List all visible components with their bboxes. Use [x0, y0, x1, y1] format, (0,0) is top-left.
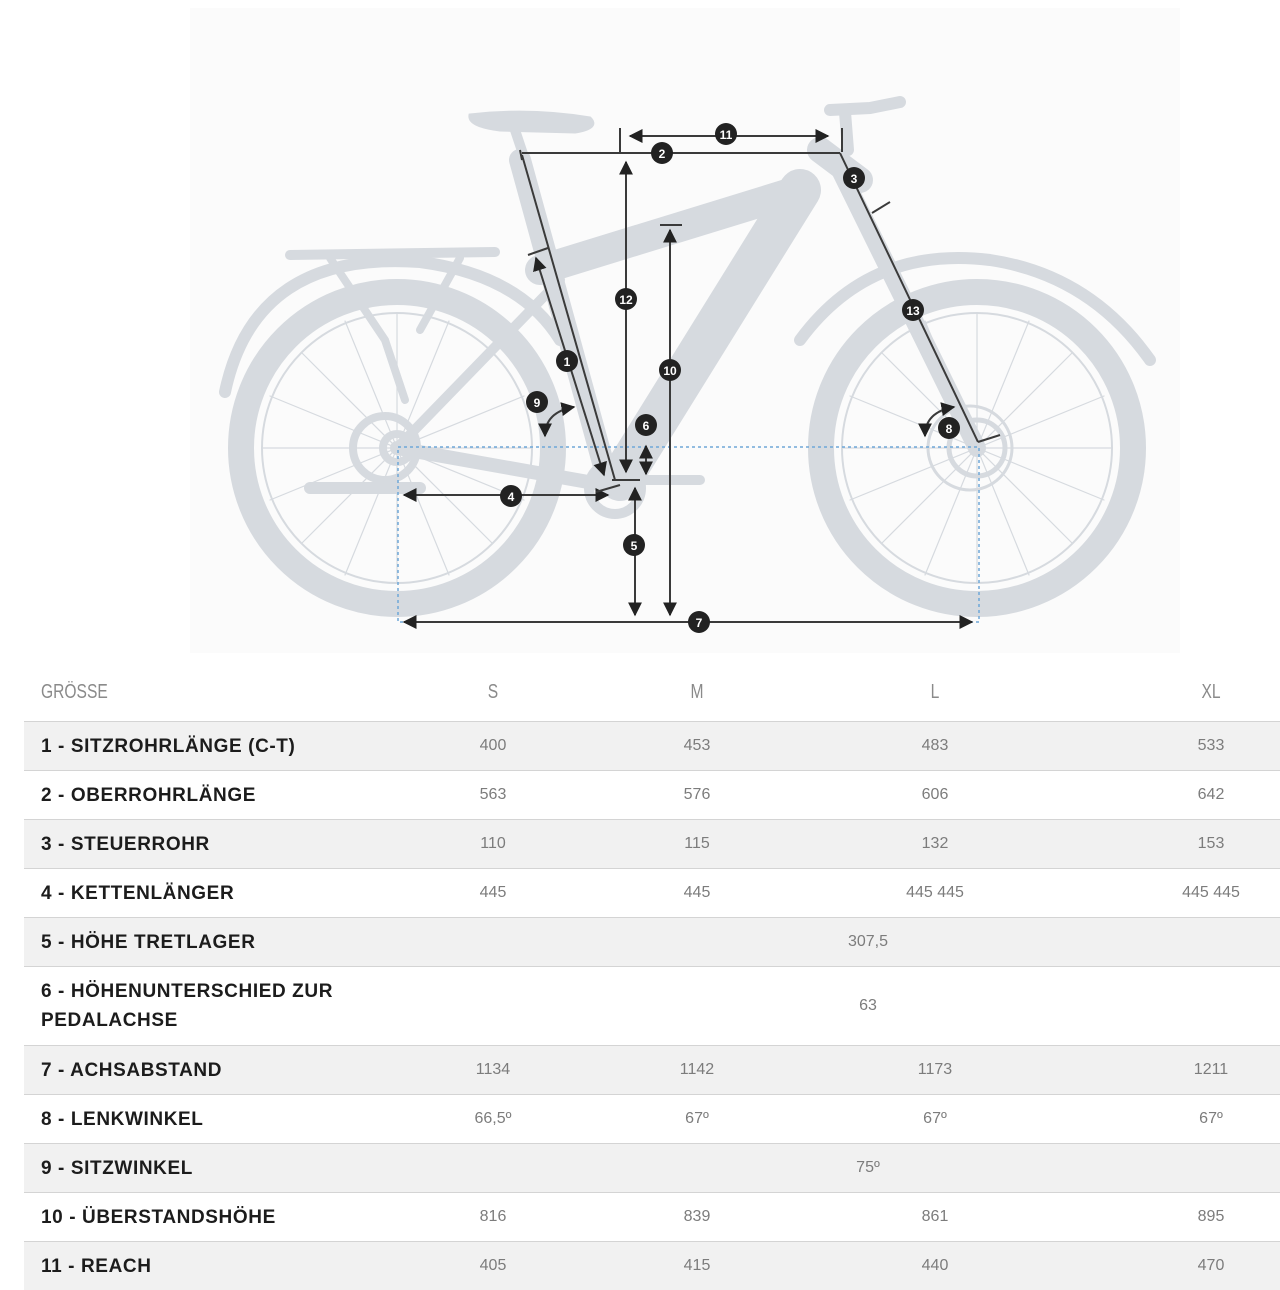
svg-text:5: 5: [630, 539, 638, 553]
value-l: 861: [921, 1208, 949, 1225]
value-s: 405: [479, 1257, 507, 1274]
callout-8: [938, 417, 960, 439]
callout-6: [635, 414, 657, 436]
svg-text:7: 7: [695, 616, 703, 630]
value-l: 1173: [917, 1061, 953, 1078]
value-s: 1134: [475, 1061, 511, 1078]
callout-9: [526, 391, 548, 413]
value-m: 115: [684, 835, 710, 852]
value-s: 400: [479, 737, 507, 754]
value-m: 839: [683, 1208, 711, 1225]
value-l: 606: [921, 786, 949, 803]
value-xl: 153: [1197, 835, 1225, 852]
value-l: 445 445: [906, 884, 964, 901]
svg-text:11: 11: [719, 128, 733, 142]
table-row: [24, 966, 1280, 1045]
svg-text:8: 8: [945, 422, 953, 436]
value-xl: 67º: [1199, 1110, 1223, 1127]
value-m: 67º: [685, 1110, 709, 1127]
value-m: 453: [683, 737, 711, 754]
table-row: [24, 868, 1280, 917]
row-label: 5 - HÖHE TRETLAGER: [41, 931, 256, 953]
value-s: 110: [480, 835, 506, 852]
svg-text:10: 10: [663, 364, 677, 378]
value-s: 66,5º: [474, 1110, 512, 1127]
value-l: 483: [921, 737, 949, 754]
header-size-xl: XL: [1201, 680, 1221, 703]
svg-text:12: 12: [619, 293, 633, 307]
table-header-row: [24, 663, 1280, 721]
header-size-l: L: [930, 680, 940, 703]
value-l: 132: [921, 835, 949, 852]
row-label: 4 - KETTENLÄNGER: [41, 882, 235, 904]
value-s: 445: [479, 884, 507, 901]
value-xl: 470: [1197, 1257, 1225, 1274]
value-s: 563: [479, 786, 507, 803]
row-label: 10 - ÜBERSTANDSHÖHE: [41, 1206, 276, 1228]
table-row: [24, 1143, 1280, 1192]
value-xl: 533: [1197, 737, 1225, 754]
svg-text:4: 4: [507, 490, 515, 504]
row-label: 11 - REACH: [41, 1255, 152, 1277]
svg-text:1: 1: [563, 355, 571, 369]
row-label: 7 - ACHSABSTAND: [41, 1059, 223, 1081]
callout-3: [843, 167, 865, 189]
row-label: 9 - SITZWINKEL: [41, 1157, 193, 1179]
value-all-sizes: 307,5: [847, 933, 889, 950]
callout-7: [688, 611, 710, 633]
header-size-s: S: [487, 680, 499, 703]
callout-12: [615, 288, 637, 310]
row-label: 2 - OBERROHRLÄNGE: [41, 784, 256, 806]
table-row: [24, 770, 1280, 819]
value-all-sizes: 63: [859, 997, 877, 1014]
table-row: [24, 1192, 1280, 1241]
callout-13: [902, 299, 924, 321]
svg-text:3: 3: [850, 172, 858, 186]
svg-text:9: 9: [533, 396, 541, 410]
row-label: 8 - LENKWINKEL: [41, 1108, 204, 1130]
svg-text:6: 6: [642, 419, 650, 433]
value-xl: 895: [1197, 1208, 1225, 1225]
svg-text:2: 2: [658, 147, 666, 161]
row-label: 1 - SITZROHRLÄNGE (C-T): [41, 735, 296, 757]
callout-2: [651, 142, 673, 164]
value-m: 415: [683, 1257, 711, 1274]
svg-text:13: 13: [906, 304, 920, 318]
callout-11: [715, 123, 737, 145]
value-xl: 1211: [1193, 1061, 1229, 1078]
table-row: [24, 917, 1280, 966]
diagram-background: [190, 8, 1180, 653]
table-row: [24, 819, 1280, 868]
value-xl: 445 445: [1182, 884, 1240, 901]
callout-10: [659, 359, 681, 381]
row-label: 6 - HÖHENUNTERSCHIED ZUR PEDALACHSE: [41, 981, 334, 1031]
value-l: 440: [921, 1257, 949, 1274]
table-row: [24, 1094, 1280, 1143]
value-m: 445: [683, 884, 711, 901]
header-size-label: GRÖSSE: [41, 680, 108, 703]
table-row: [24, 1045, 1280, 1094]
row-label: 3 - STEUERROHR: [41, 833, 210, 855]
value-all-sizes: 75º: [856, 1159, 880, 1176]
value-s: 816: [479, 1208, 507, 1225]
callout-1: [556, 350, 578, 372]
value-m: 1142: [679, 1061, 715, 1078]
value-l: 67º: [923, 1110, 947, 1127]
table-row: [24, 721, 1280, 770]
callout-5: [623, 534, 645, 556]
header-size-m: M: [690, 680, 704, 703]
value-xl: 642: [1197, 786, 1225, 803]
table-row: [24, 1241, 1280, 1290]
callout-4: [500, 485, 522, 507]
geometry-table: [24, 663, 1280, 1290]
value-m: 576: [683, 786, 711, 803]
